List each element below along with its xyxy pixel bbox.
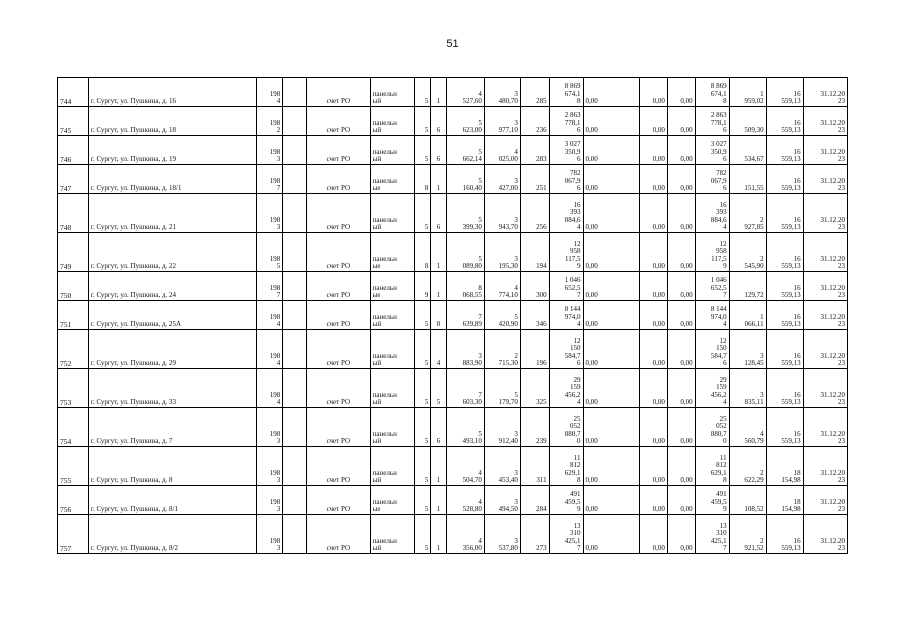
- page-number: 51: [446, 38, 459, 50]
- entrances-cell: 6: [431, 136, 446, 165]
- deadline-cell: 31.12.20 23: [803, 369, 847, 408]
- value-cell: 0,00: [667, 408, 695, 447]
- fund-method-cell: счет РО: [306, 486, 370, 515]
- value-cell: 0,00: [667, 486, 695, 515]
- fund-method-cell: счет РО: [306, 233, 370, 272]
- floors-cell: 5: [414, 107, 430, 136]
- total-cost-cell: 11 812 629,1 8: [695, 447, 729, 486]
- cost-per-m2-cell: 1 959,02: [729, 78, 766, 107]
- value-cell: 0,00: [667, 272, 695, 301]
- cost-cell: 16 393 884,6 4: [549, 194, 583, 233]
- entrances-cell: 1: [431, 233, 446, 272]
- total-cost-cell: 491 459,5 9: [695, 486, 729, 515]
- cost-limit-cell: 16 559,13: [766, 165, 803, 194]
- address-cell: г. Сургут, ул. Пушкина, д. 21: [88, 194, 256, 233]
- address-cell: г. Сургут, ул. Пушкина, д. 8/1: [88, 486, 256, 515]
- total-cost-cell: 16 393 884,6 4: [695, 194, 729, 233]
- total-area-cell: 5 623,00: [446, 107, 484, 136]
- cost-limit-cell: 16 559,13: [766, 369, 803, 408]
- empty-cell: [283, 165, 307, 194]
- wall-material-cell: панельн ые: [370, 272, 414, 301]
- address-cell: г. Сургут, ул. Пушкина, д. 25А: [88, 301, 256, 330]
- cost-limit-cell: 16 559,13: [766, 272, 803, 301]
- floors-cell: 5: [414, 194, 430, 233]
- row-number: 745: [58, 107, 89, 136]
- floors-cell: 5: [414, 369, 430, 408]
- residents-cell: 284: [520, 486, 549, 515]
- fund-method-cell: счет РО: [306, 165, 370, 194]
- residents-cell: 285: [520, 78, 549, 107]
- value-cell: 0,00: [667, 301, 695, 330]
- wall-material-cell: панельн ый: [370, 515, 414, 554]
- value-cell: 0,00: [667, 107, 695, 136]
- value-cell: 0,00: [667, 78, 695, 107]
- entrances-cell: 6: [431, 408, 446, 447]
- living-area-cell: 3 427,00: [484, 165, 520, 194]
- total-cost-cell: 13 310 425,1 7: [695, 515, 729, 554]
- year-built-cell: 198 4: [256, 78, 283, 107]
- value-cell: 0,00: [583, 330, 640, 369]
- residents-cell: 194: [520, 233, 549, 272]
- entrances-cell: 1: [431, 272, 446, 301]
- wall-material-cell: панельн ые: [370, 165, 414, 194]
- living-area-cell: 5 179,70: [484, 369, 520, 408]
- cost-limit-cell: 18 154,98: [766, 447, 803, 486]
- fund-method-cell: счет РО: [306, 447, 370, 486]
- floors-cell: 5: [414, 447, 430, 486]
- total-area-cell: 4 528,80: [446, 486, 484, 515]
- fund-method-cell: счет РО: [306, 194, 370, 233]
- entrances-cell: 1: [431, 447, 446, 486]
- cost-limit-cell: 16 559,13: [766, 515, 803, 554]
- address-cell: г. Сургут, ул. Пушкина, д. 18: [88, 107, 256, 136]
- cost-cell: 12 150 584,7 6: [549, 330, 583, 369]
- year-built-cell: 198 7: [256, 272, 283, 301]
- value-cell: 0,00: [640, 447, 668, 486]
- year-built-cell: 198 7: [256, 165, 283, 194]
- floors-cell: 9: [414, 272, 430, 301]
- table-row: [58, 194, 848, 233]
- deadline-cell: 31.12.20 23: [803, 107, 847, 136]
- cost-cell: 2 863 778,1 6: [549, 107, 583, 136]
- wall-material-cell: панельн ый: [370, 447, 414, 486]
- cost-per-m2-cell: 534,67: [729, 136, 766, 165]
- total-area-cell: 7 603,30: [446, 369, 484, 408]
- total-area-cell: 5 399,30: [446, 194, 484, 233]
- row-number: 754: [58, 408, 89, 447]
- year-built-cell: 198 3: [256, 408, 283, 447]
- empty-cell: [283, 272, 307, 301]
- year-built-cell: 198 4: [256, 301, 283, 330]
- value-cell: 0,00: [583, 107, 640, 136]
- deadline-cell: 31.12.20 23: [803, 136, 847, 165]
- living-area-cell: 3 195,30: [484, 233, 520, 272]
- value-cell: 0,00: [640, 301, 668, 330]
- table-row: [58, 515, 848, 554]
- row-number: 756: [58, 486, 89, 515]
- wall-material-cell: панельн ый: [370, 194, 414, 233]
- fund-method-cell: счет РО: [306, 107, 370, 136]
- table-row: [58, 78, 848, 107]
- total-cost-cell: 2 863 778,1 6: [695, 107, 729, 136]
- cost-cell: 12 958 117,5 9: [549, 233, 583, 272]
- value-cell: 0,00: [583, 369, 640, 408]
- living-area-cell: 4 774,10: [484, 272, 520, 301]
- total-cost-cell: 8 144 974,0 4: [695, 301, 729, 330]
- table-row: [58, 369, 848, 408]
- residents-cell: 273: [520, 515, 549, 554]
- total-area-cell: 4 356,00: [446, 515, 484, 554]
- total-cost-cell: 8 869 674,1 8: [695, 78, 729, 107]
- fund-method-cell: счет РО: [306, 78, 370, 107]
- row-number: 757: [58, 515, 89, 554]
- cost-cell: 1 046 652,5 7: [549, 272, 583, 301]
- table-row: [58, 136, 848, 165]
- value-cell: 0,00: [640, 515, 668, 554]
- total-cost-cell: 25 052 880,7 0: [695, 408, 729, 447]
- deadline-cell: 31.12.20 23: [803, 301, 847, 330]
- value-cell: 0,00: [667, 136, 695, 165]
- value-cell: 0,00: [583, 233, 640, 272]
- value-cell: 0,00: [640, 408, 668, 447]
- cost-per-m2-cell: 151,55: [729, 165, 766, 194]
- total-cost-cell: 12 958 117,5 9: [695, 233, 729, 272]
- residents-cell: 236: [520, 107, 549, 136]
- cost-per-m2-cell: 108,52: [729, 486, 766, 515]
- value-cell: 0,00: [640, 194, 668, 233]
- residents-cell: 325: [520, 369, 549, 408]
- table-row: [58, 447, 848, 486]
- living-area-cell: 4 025,00: [484, 136, 520, 165]
- living-area-cell: 3 537,80: [484, 515, 520, 554]
- value-cell: 0,00: [667, 233, 695, 272]
- row-number: 753: [58, 369, 89, 408]
- total-cost-cell: 1 046 652,5 7: [695, 272, 729, 301]
- living-area-cell: 3 912,40: [484, 408, 520, 447]
- total-cost-cell: 782 067,9 6: [695, 165, 729, 194]
- residents-cell: 251: [520, 165, 549, 194]
- value-cell: 0,00: [667, 194, 695, 233]
- wall-material-cell: панельн ый: [370, 136, 414, 165]
- floors-cell: 5: [414, 486, 430, 515]
- value-cell: 0,00: [667, 515, 695, 554]
- table-row: [58, 486, 848, 515]
- wall-material-cell: панельн ый: [370, 408, 414, 447]
- cost-limit-cell: 16 559,13: [766, 194, 803, 233]
- cost-per-m2-cell: 2 622,29: [729, 447, 766, 486]
- total-cost-cell: 3 027 350,9 6: [695, 136, 729, 165]
- fund-method-cell: счет РО: [306, 301, 370, 330]
- entrances-cell: 6: [431, 107, 446, 136]
- cost-cell: 8 144 974,0 4: [549, 301, 583, 330]
- address-cell: г. Сургут, ул. Пушкина, д. 18/1: [88, 165, 256, 194]
- cost-cell: 3 027 350,9 6: [549, 136, 583, 165]
- cost-per-m2-cell: 3 128,45: [729, 330, 766, 369]
- value-cell: 0,00: [667, 369, 695, 408]
- floors-cell: 8: [414, 233, 430, 272]
- value-cell: 0,00: [640, 165, 668, 194]
- empty-cell: [283, 330, 307, 369]
- row-number: 752: [58, 330, 89, 369]
- floors-cell: 5: [414, 330, 430, 369]
- cost-cell: 491 459,5 9: [549, 486, 583, 515]
- total-cost-cell: 29 159 456,2 4: [695, 369, 729, 408]
- entrances-cell: 4: [431, 330, 446, 369]
- floors-cell: 5: [414, 408, 430, 447]
- cost-cell: 11 812 629,1 8: [549, 447, 583, 486]
- address-cell: г. Сургут, ул. Пушкина, д. 16: [88, 78, 256, 107]
- housing-register-table: [57, 77, 848, 554]
- row-number: 751: [58, 301, 89, 330]
- value-cell: 0,00: [640, 369, 668, 408]
- deadline-cell: 31.12.20 23: [803, 165, 847, 194]
- entrances-cell: 8: [431, 301, 446, 330]
- deadline-cell: 31.12.20 23: [803, 515, 847, 554]
- year-built-cell: 198 5: [256, 233, 283, 272]
- value-cell: 0,00: [667, 447, 695, 486]
- empty-cell: [283, 78, 307, 107]
- living-area-cell: 3 943,70: [484, 194, 520, 233]
- wall-material-cell: панельн ые: [370, 233, 414, 272]
- floors-cell: 5: [414, 78, 430, 107]
- deadline-cell: 31.12.20 23: [803, 272, 847, 301]
- entrances-cell: 1: [431, 515, 446, 554]
- table-row: [58, 272, 848, 301]
- row-number: 755: [58, 447, 89, 486]
- year-built-cell: 198 4: [256, 369, 283, 408]
- living-area-cell: 3 453,40: [484, 447, 520, 486]
- entrances-cell: 5: [431, 369, 446, 408]
- floors-cell: 8: [414, 165, 430, 194]
- year-built-cell: 198 4: [256, 330, 283, 369]
- cost-per-m2-cell: 2 921,52: [729, 515, 766, 554]
- year-built-cell: 198 2: [256, 107, 283, 136]
- cost-cell: 782 067,9 6: [549, 165, 583, 194]
- residents-cell: 300: [520, 272, 549, 301]
- address-cell: г. Сургут, ул. Пушкина, д. 24: [88, 272, 256, 301]
- value-cell: 0,00: [583, 515, 640, 554]
- empty-cell: [283, 408, 307, 447]
- residents-cell: 239: [520, 408, 549, 447]
- cost-limit-cell: 16 559,13: [766, 233, 803, 272]
- cost-cell: 25 052 880,7 0: [549, 408, 583, 447]
- cost-limit-cell: 16 559,13: [766, 301, 803, 330]
- residents-cell: 346: [520, 301, 549, 330]
- empty-cell: [283, 447, 307, 486]
- cost-per-m2-cell: 1 066,11: [729, 301, 766, 330]
- row-number: 744: [58, 78, 89, 107]
- living-area-cell: 3 494,50: [484, 486, 520, 515]
- value-cell: 0,00: [640, 78, 668, 107]
- total-cost-cell: 12 150 584,7 6: [695, 330, 729, 369]
- residents-cell: 196: [520, 330, 549, 369]
- value-cell: 0,00: [583, 136, 640, 165]
- cost-per-m2-cell: 3 835,11: [729, 369, 766, 408]
- empty-cell: [283, 107, 307, 136]
- table-row: [58, 233, 848, 272]
- empty-cell: [283, 515, 307, 554]
- address-cell: г. Сургут, ул. Пушкина, д. 22: [88, 233, 256, 272]
- deadline-cell: 31.12.20 23: [803, 78, 847, 107]
- empty-cell: [283, 486, 307, 515]
- value-cell: 0,00: [640, 107, 668, 136]
- cost-limit-cell: 16 559,13: [766, 107, 803, 136]
- cost-per-m2-cell: 509,30: [729, 107, 766, 136]
- cost-limit-cell: 16 559,13: [766, 330, 803, 369]
- total-area-cell: 5 493,10: [446, 408, 484, 447]
- residents-cell: 283: [520, 136, 549, 165]
- entrances-cell: 1: [431, 165, 446, 194]
- year-built-cell: 198 3: [256, 515, 283, 554]
- address-cell: г. Сургут, ул. Пушкина, д. 8: [88, 447, 256, 486]
- deadline-cell: 31.12.20 23: [803, 408, 847, 447]
- value-cell: 0,00: [583, 272, 640, 301]
- table-row: [58, 301, 848, 330]
- address-cell: г. Сургут, ул. Пушкина, д. 8/2: [88, 515, 256, 554]
- living-area-cell: 3 480,70: [484, 78, 520, 107]
- total-area-cell: 5 662,14: [446, 136, 484, 165]
- entrances-cell: 6: [431, 194, 446, 233]
- value-cell: 0,00: [640, 486, 668, 515]
- cost-cell: 13 310 425,1 7: [549, 515, 583, 554]
- table-row: [58, 165, 848, 194]
- wall-material-cell: панельн ый: [370, 369, 414, 408]
- total-area-cell: 4 504,70: [446, 447, 484, 486]
- living-area-cell: 3 977,10: [484, 107, 520, 136]
- fund-method-cell: счет РО: [306, 515, 370, 554]
- fund-method-cell: счет РО: [306, 408, 370, 447]
- row-number: 747: [58, 165, 89, 194]
- empty-cell: [283, 136, 307, 165]
- wall-material-cell: панельн ый: [370, 301, 414, 330]
- cost-limit-cell: 16 559,13: [766, 136, 803, 165]
- address-cell: г. Сургут, ул. Пушкина, д. 7: [88, 408, 256, 447]
- value-cell: 0,00: [640, 330, 668, 369]
- value-cell: 0,00: [640, 136, 668, 165]
- table-row: [58, 107, 848, 136]
- total-area-cell: 8 068,55: [446, 272, 484, 301]
- value-cell: 0,00: [583, 486, 640, 515]
- deadline-cell: 31.12.20 23: [803, 486, 847, 515]
- table-row: [58, 408, 848, 447]
- total-area-cell: 4 527,60: [446, 78, 484, 107]
- value-cell: 0,00: [583, 78, 640, 107]
- row-number: 746: [58, 136, 89, 165]
- cost-limit-cell: 16 559,13: [766, 78, 803, 107]
- total-area-cell: 3 883,90: [446, 330, 484, 369]
- value-cell: 0,00: [640, 272, 668, 301]
- value-cell: 0,00: [583, 408, 640, 447]
- empty-cell: [283, 233, 307, 272]
- address-cell: г. Сургут, ул. Пушкина, д. 19: [88, 136, 256, 165]
- entrances-cell: 1: [431, 78, 446, 107]
- residents-cell: 256: [520, 194, 549, 233]
- wall-material-cell: панельн ый: [370, 78, 414, 107]
- address-cell: г. Сургут, ул. Пушкина, д. 33: [88, 369, 256, 408]
- floors-cell: 5: [414, 136, 430, 165]
- living-area-cell: 2 715,30: [484, 330, 520, 369]
- total-area-cell: 5 089,80: [446, 233, 484, 272]
- entrances-cell: 1: [431, 486, 446, 515]
- empty-cell: [283, 194, 307, 233]
- year-built-cell: 198 3: [256, 136, 283, 165]
- wall-material-cell: панельн ый: [370, 107, 414, 136]
- cost-cell: 8 869 674,1 8: [549, 78, 583, 107]
- cost-limit-cell: 18 154,98: [766, 486, 803, 515]
- value-cell: 0,00: [583, 301, 640, 330]
- floors-cell: 5: [414, 515, 430, 554]
- fund-method-cell: счет РО: [306, 369, 370, 408]
- wall-material-cell: панельн ые: [370, 486, 414, 515]
- fund-method-cell: счет РО: [306, 136, 370, 165]
- deadline-cell: 31.12.20 23: [803, 194, 847, 233]
- cost-cell: 29 159 456,2 4: [549, 369, 583, 408]
- cost-limit-cell: 16 559,13: [766, 408, 803, 447]
- deadline-cell: 31.12.20 23: [803, 330, 847, 369]
- empty-cell: [283, 369, 307, 408]
- living-area-cell: 5 420,90: [484, 301, 520, 330]
- value-cell: 0,00: [583, 447, 640, 486]
- fund-method-cell: счет РО: [306, 272, 370, 301]
- fund-method-cell: счет РО: [306, 330, 370, 369]
- cost-per-m2-cell: 129,72: [729, 272, 766, 301]
- value-cell: 0,00: [667, 165, 695, 194]
- value-cell: 0,00: [583, 165, 640, 194]
- cost-per-m2-cell: 2 927,85: [729, 194, 766, 233]
- value-cell: 0,00: [583, 194, 640, 233]
- row-number: 749: [58, 233, 89, 272]
- year-built-cell: 198 3: [256, 194, 283, 233]
- row-number: 748: [58, 194, 89, 233]
- deadline-cell: 31.12.20 23: [803, 233, 847, 272]
- year-built-cell: 198 3: [256, 447, 283, 486]
- value-cell: 0,00: [667, 330, 695, 369]
- deadline-cell: 31.12.20 23: [803, 447, 847, 486]
- empty-cell: [283, 301, 307, 330]
- total-area-cell: 5 160,40: [446, 165, 484, 194]
- residents-cell: 311: [520, 447, 549, 486]
- year-built-cell: 198 3: [256, 486, 283, 515]
- value-cell: 0,00: [640, 233, 668, 272]
- total-area-cell: 7 639,89: [446, 301, 484, 330]
- wall-material-cell: панельн ый: [370, 330, 414, 369]
- row-number: 750: [58, 272, 89, 301]
- address-cell: г. Сургут, ул. Пушкина, д. 29: [88, 330, 256, 369]
- floors-cell: 5: [414, 301, 430, 330]
- cost-per-m2-cell: 2 545,90: [729, 233, 766, 272]
- cost-per-m2-cell: 4 560,79: [729, 408, 766, 447]
- table-row: [58, 330, 848, 369]
